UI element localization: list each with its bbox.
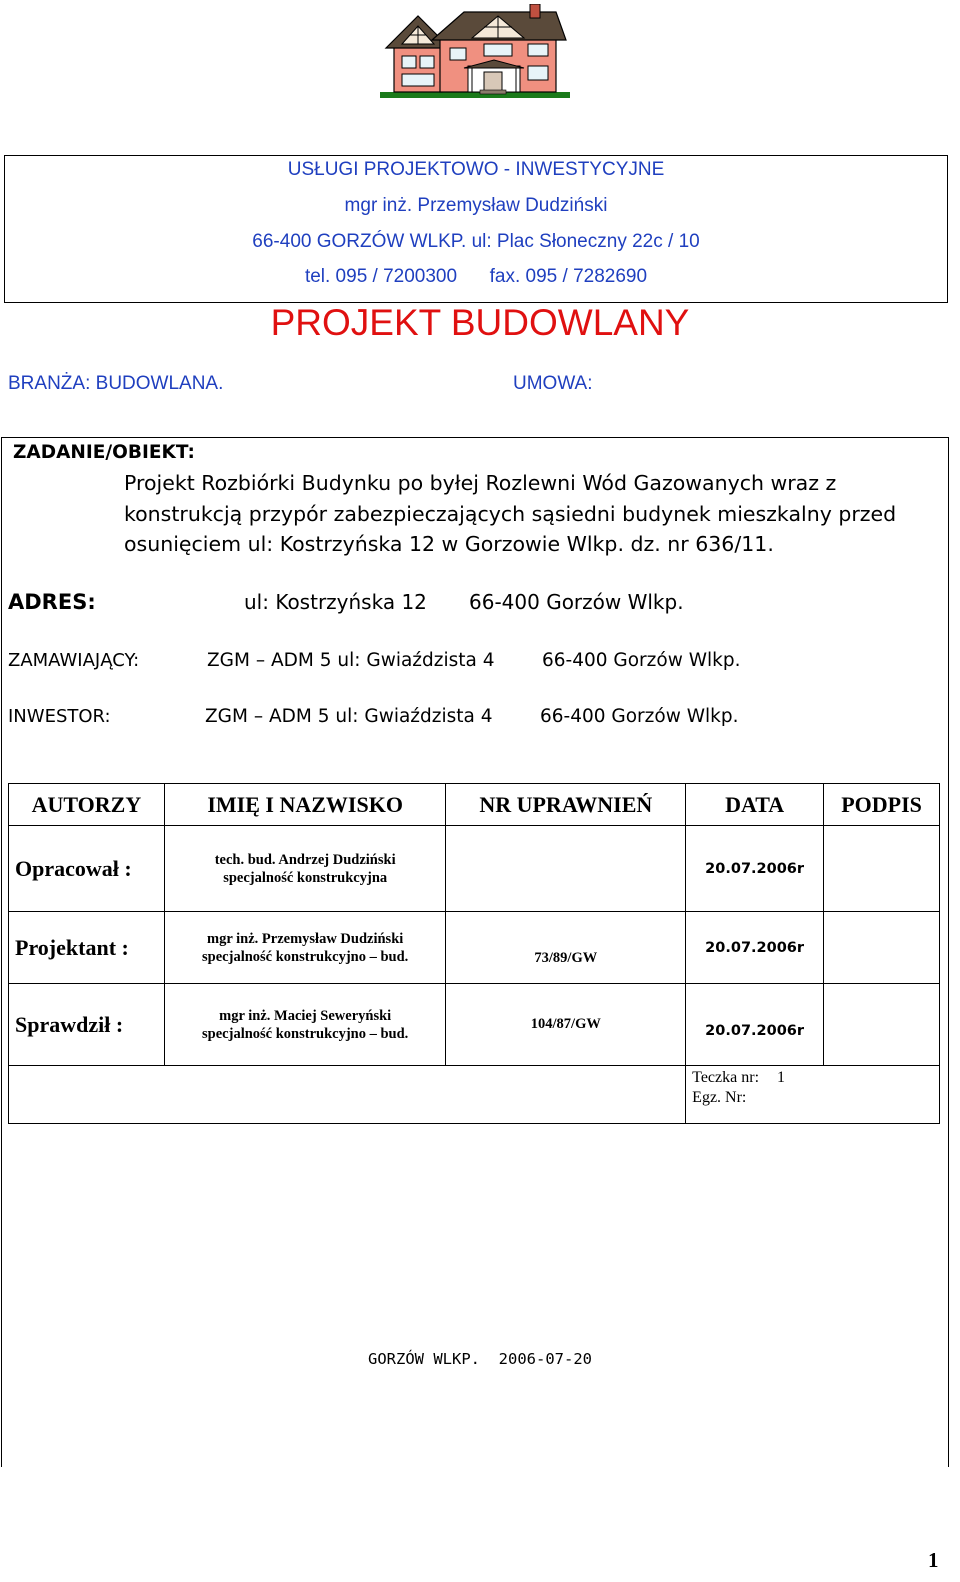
branza-label: BRANŻA: bbox=[8, 373, 91, 394]
author-date: 20.07.2006r bbox=[686, 826, 824, 912]
umowa-label: UMOWA: bbox=[513, 373, 593, 394]
client-name: ZGM – ADM 5 ul: Gwiaździsta 4 bbox=[207, 650, 495, 671]
author-specialty: specjalność konstrukcyjno – bud. bbox=[202, 948, 409, 965]
folder-label: Teczka nr: bbox=[692, 1069, 760, 1086]
investor-name: ZGM – ADM 5 ul: Gwiaździsta 4 bbox=[205, 706, 493, 727]
company-owner: mgr inż. Przemysław Dudziński bbox=[344, 195, 608, 216]
task-label: ZADANIE/OBIEKT: bbox=[13, 442, 195, 463]
header-name: IMIĘ I NAZWISKO bbox=[164, 784, 446, 826]
author-specialty: specjalność konstrukcyjno – bud. bbox=[202, 1025, 409, 1042]
table-row bbox=[9, 826, 940, 912]
task-description: Projekt Rozbiórki Budynku po byłej Rozlewni Wód Gazowanych wraz z konstrukcją przypór zabezpieczających sąsiedni budynek mieszkalny przed osunięciem ul: Kostrzyńska 12 w Gorzowie Wlkp. dz. nr 636/11. bbox=[124, 471, 897, 556]
branza-line bbox=[8, 373, 223, 395]
author-role: Projektant : bbox=[9, 912, 165, 984]
author-license: 104/87/GW bbox=[446, 984, 686, 1066]
authors-table bbox=[8, 783, 940, 1124]
table-row bbox=[9, 912, 940, 984]
author-signature bbox=[824, 984, 940, 1066]
folder-value: 1 bbox=[777, 1069, 786, 1086]
author-date: 20.07.2006r bbox=[686, 984, 824, 1066]
house-logo-image bbox=[380, 4, 570, 100]
author-name bbox=[164, 826, 446, 912]
table-header-row bbox=[9, 784, 940, 826]
header-authors: AUTORZY bbox=[9, 784, 165, 826]
header-signature: PODPIS bbox=[824, 784, 940, 826]
author-name bbox=[164, 912, 446, 984]
company-fax: fax. 095 / 7282690 bbox=[489, 266, 648, 287]
author-license: 73/89/GW bbox=[446, 912, 686, 984]
empty-cell bbox=[9, 1066, 686, 1124]
company-name: USŁUGI PROJEKTOWO - INWESTYCYJNE bbox=[287, 159, 665, 180]
author-name bbox=[164, 984, 446, 1066]
company-address: 66-400 GORZÓW WLKP. ul: Plac Słoneczny 22c / 10 bbox=[252, 231, 700, 252]
table-row-folder bbox=[9, 1066, 940, 1124]
author-role: Opracował : bbox=[9, 826, 165, 912]
investor-label: INWESTOR: bbox=[8, 706, 111, 727]
client-city: 66-400 Gorzów Wlkp. bbox=[542, 650, 741, 671]
author-specialty: specjalność konstrukcyjna bbox=[223, 869, 388, 886]
company-header-box bbox=[4, 155, 948, 303]
header-date: DATA bbox=[686, 784, 824, 826]
branza-value: BUDOWLANA. bbox=[95, 373, 224, 394]
folder-number bbox=[692, 1068, 933, 1088]
page-number: 1 bbox=[928, 1548, 939, 1572]
table-row bbox=[9, 984, 940, 1066]
author-role: Sprawdził : bbox=[9, 984, 165, 1066]
folder-cell bbox=[686, 1066, 940, 1124]
client-label: ZAMAWIAJĄCY: bbox=[8, 650, 140, 671]
header-license: NR UPRAWNIEŃ bbox=[446, 784, 686, 826]
investor-city: 66-400 Gorzów Wlkp. bbox=[540, 706, 739, 727]
copy-number-label: Egz. Nr: bbox=[692, 1089, 747, 1106]
address-city: 66-400 Gorzów Wlkp. bbox=[469, 590, 684, 614]
author-license bbox=[446, 826, 686, 912]
place-and-date: GORZÓW WLKP. 2006-07-20 bbox=[368, 1350, 592, 1368]
company-contacts bbox=[5, 266, 947, 288]
address-street: ul: Kostrzyńska 12 bbox=[244, 590, 427, 614]
address-label: ADRES: bbox=[8, 590, 96, 614]
author-signature bbox=[824, 826, 940, 912]
document-title: PROJEKT BUDOWLANY bbox=[270, 302, 690, 343]
company-phone: tel. 095 / 7200300 bbox=[304, 266, 458, 287]
author-title-name: tech. bud. Andrzej Dudziński bbox=[214, 851, 396, 868]
author-title-name: mgr inż. Przemysław Dudziński bbox=[207, 930, 404, 947]
author-date: 20.07.2006r bbox=[686, 912, 824, 984]
author-title-name: mgr inż. Maciej Seweryński bbox=[219, 1007, 392, 1024]
author-signature bbox=[824, 912, 940, 984]
